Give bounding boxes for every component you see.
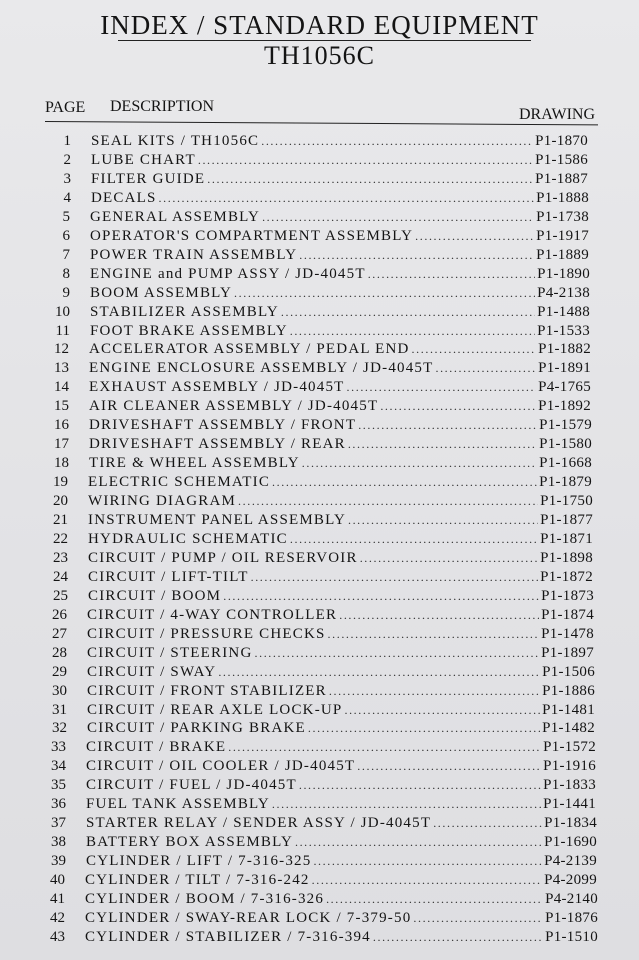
dot-leader [295, 833, 542, 851]
index-row [39, 928, 598, 946]
index-row [45, 132, 588, 150]
drawing-number: P1-1533 [537, 322, 590, 339]
index-row [43, 454, 592, 472]
page-number: 9 [62, 284, 70, 301]
drawing-number: P1-1874 [541, 606, 594, 623]
index-row [41, 682, 595, 700]
page-number: 40 [50, 872, 65, 889]
drawing-number: P1-1482 [542, 720, 595, 737]
page-number: 5 [62, 208, 70, 225]
entry-description: POWER TRAIN ASSEMBLY [90, 246, 298, 263]
dot-leader [373, 928, 543, 946]
entry-description: HYDRAULIC SCHEMATIC [88, 530, 288, 547]
index-row [40, 852, 597, 870]
drawing-number: P4-2099 [544, 872, 597, 889]
drawing-number: P1-1889 [536, 246, 589, 263]
entry-description: DECALS [91, 189, 157, 206]
dot-leader [368, 265, 535, 283]
entry-description: FOOT BRAKE ASSEMBLY [90, 322, 288, 339]
drawing-number: P1-1879 [539, 474, 592, 491]
index-row [44, 303, 590, 321]
entry-description: CIRCUIT / PARKING BRAKE [87, 720, 306, 737]
entry-description: CIRCUIT / OIL COOLER / JD-4045T [86, 758, 356, 775]
column-header-description: DESCRIPTION [110, 98, 215, 115]
drawing-number: P1-1872 [540, 568, 593, 585]
dot-leader [347, 378, 537, 396]
page-number: 18 [54, 455, 69, 472]
entry-description: DRIVESHAFT ASSEMBLY / FRONT [89, 417, 357, 434]
dot-leader [238, 492, 538, 510]
index-row [41, 663, 595, 681]
dot-leader [413, 909, 543, 927]
page-number: 43 [50, 928, 65, 945]
drawing-number: P1-1892 [538, 398, 591, 415]
page-number: 3 [63, 170, 71, 187]
index-row [40, 757, 596, 775]
page-number: 20 [53, 493, 68, 510]
index-row [39, 871, 597, 889]
index-row [41, 606, 594, 624]
entry-description: LUBE CHART [91, 151, 196, 168]
page-number: 19 [53, 474, 68, 491]
dot-leader [313, 852, 542, 870]
entry-description: CIRCUIT / PUMP / OIL RESERVOIR [88, 549, 358, 566]
dot-leader [360, 549, 538, 567]
drawing-number: P1-1882 [538, 341, 591, 358]
model-number: TH1056C [264, 41, 375, 70]
dot-leader [348, 511, 538, 529]
page-title: INDEX / STANDARD EQUIPMENT [100, 10, 539, 40]
page-number: 29 [52, 663, 67, 680]
index-row [42, 530, 593, 548]
index-row [41, 644, 594, 662]
entry-description: CIRCUIT / BOOM [88, 587, 222, 604]
dot-leader [272, 473, 537, 491]
page-number: 25 [53, 587, 68, 604]
page-number: 27 [52, 625, 67, 642]
entry-description: CIRCUIT / PRESSURE CHECKS [87, 625, 326, 642]
page-number: 13 [54, 360, 69, 377]
drawing-number: P1-1886 [542, 682, 595, 699]
dot-leader [412, 340, 537, 358]
entry-description: STABILIZER ASSEMBLY [90, 303, 279, 320]
drawing-number: P1-1750 [540, 493, 593, 510]
dot-leader [302, 454, 537, 472]
drawing-number: P1-1897 [541, 644, 594, 661]
page-number: 11 [55, 322, 70, 339]
dot-leader [262, 208, 534, 226]
page-number: 42 [50, 909, 65, 926]
drawing-number: P1-1916 [543, 758, 596, 775]
index-row [44, 265, 590, 283]
page-number: 36 [51, 796, 66, 813]
drawing-number: P1-1871 [540, 530, 593, 547]
column-header-page: PAGE [45, 99, 86, 116]
page-number: 32 [52, 720, 67, 737]
entry-description: GENERAL ASSEMBLY [90, 208, 261, 225]
page-number: 39 [51, 853, 66, 870]
index-row [43, 416, 592, 434]
dot-leader [357, 757, 541, 775]
drawing-number: P1-1690 [544, 834, 597, 851]
index-row [42, 473, 592, 491]
index-row [39, 890, 598, 908]
index-row [44, 227, 589, 245]
drawing-number: P1-1890 [537, 265, 590, 282]
dot-leader [218, 663, 540, 681]
entry-description: CYLINDER / TILT / 7-316-242 [85, 872, 310, 889]
page-number: 7 [62, 246, 70, 263]
drawing-number: P1-1579 [539, 417, 592, 434]
entry-description: FUEL TANK ASSEMBLY [86, 796, 270, 813]
page-number: 24 [53, 568, 68, 585]
page-number: 1 [63, 133, 71, 149]
entry-description: STARTER RELAY / SENDER ASSY / JD-4045T [86, 815, 432, 832]
index-row [40, 833, 597, 851]
entry-description: CIRCUIT / LIFT-TILT [88, 568, 249, 585]
page-number: 33 [51, 739, 66, 756]
drawing-number: P1-1873 [541, 587, 594, 604]
entry-description: BATTERY BOX ASSEMBLY [86, 834, 293, 851]
entry-description: WIRING DIAGRAM [88, 493, 237, 510]
page-number: 23 [53, 549, 68, 566]
drawing-number: P1-1898 [540, 549, 593, 566]
drawing-number: P1-1478 [541, 625, 594, 642]
entry-description: INSTRUMENT PANEL ASSEMBLY [88, 512, 346, 528]
page-number: 4 [63, 189, 71, 206]
entry-description: ENGINE and PUMP ASSY / JD-4045T [90, 265, 366, 282]
entry-description: FILTER GUIDE [91, 170, 206, 187]
dot-leader [261, 132, 533, 150]
entry-description: TIRE & WHEEL ASSEMBLY [89, 455, 300, 472]
index-row [43, 378, 591, 396]
entry-description: ACCELERATOR ASSEMBLY / PEDAL END [89, 341, 410, 358]
entry-description: CIRCUIT / SWAY [87, 663, 217, 680]
index-row [41, 719, 595, 737]
index-row [45, 151, 588, 169]
entry-description: SEAL KITS / TH1056C [91, 133, 260, 149]
page-number: 41 [50, 891, 65, 907]
drawing-number: P1-1586 [535, 151, 588, 168]
entry-description: OPERATOR'S COMPARTMENT ASSEMBLY [90, 227, 414, 244]
index-row [44, 322, 590, 340]
index-row [43, 340, 591, 358]
index-row [39, 909, 598, 927]
index-row [40, 795, 596, 813]
index-row [45, 170, 588, 188]
entry-description: DRIVESHAFT ASSEMBLY / REAR [89, 436, 346, 453]
drawing-number: P1-1488 [537, 303, 590, 320]
entry-description: CIRCUIT / STEERING [87, 644, 253, 661]
dot-leader [312, 871, 542, 889]
page-number: 2 [63, 151, 71, 168]
entry-description: ENGINE ENCLOSURE ASSEMBLY / JD-4045T [89, 360, 434, 377]
page-number: 35 [51, 777, 66, 794]
page-number: 16 [54, 417, 69, 434]
index-row [41, 701, 595, 719]
page-number: 6 [62, 227, 70, 244]
page-number: 15 [54, 398, 69, 415]
dot-leader [281, 303, 535, 321]
index-row [42, 568, 593, 586]
entry-description: CIRCUIT / REAR AXLE LOCK-UP [87, 701, 343, 718]
entry-description: BOOM ASSEMBLY [90, 284, 233, 301]
drawing-number: P1-1506 [542, 663, 595, 680]
dot-leader [344, 701, 540, 719]
dot-leader [290, 322, 535, 340]
page-number: 38 [51, 834, 66, 851]
drawing-number: P1-1891 [538, 360, 591, 377]
page-number: 30 [52, 682, 67, 699]
page-number: 22 [53, 530, 68, 547]
dot-leader [435, 359, 536, 377]
dot-leader [299, 246, 534, 264]
entry-description: ELECTRIC SCHEMATIC [88, 474, 271, 491]
page-number: 17 [54, 436, 69, 453]
dot-leader [433, 814, 542, 832]
page-number: 14 [54, 379, 69, 396]
drawing-number: P1-1481 [542, 701, 595, 718]
entry-description: AIR CLEANER ASSEMBLY / JD-4045T [89, 398, 379, 415]
page-number: 34 [51, 758, 66, 775]
index-row [43, 397, 591, 415]
dot-leader [328, 625, 540, 643]
dot-leader [223, 587, 539, 605]
drawing-number: P4-2138 [537, 284, 590, 301]
dot-leader [290, 530, 538, 548]
index-row [40, 814, 597, 832]
drawing-number: P1-1876 [545, 909, 598, 926]
index-row [40, 738, 596, 756]
entry-description: EXHAUST ASSEMBLY / JD-4045T [89, 379, 345, 396]
dot-leader [159, 189, 535, 207]
index-row [42, 492, 593, 510]
page-number: 12 [54, 341, 69, 358]
index-row [42, 587, 594, 605]
index-row [40, 776, 596, 794]
entry-description: CYLINDER / STABILIZER / 7-316-394 [85, 928, 371, 945]
dot-leader [198, 151, 533, 169]
page-number: 31 [52, 701, 67, 718]
entry-description: CIRCUIT / 4-WAY CONTROLLER [87, 606, 338, 623]
dot-leader [348, 435, 537, 453]
page-number: 28 [52, 644, 67, 661]
entry-description: CYLINDER / SWAY-REAR LOCK / 7-379-50 [85, 909, 412, 926]
dot-leader [339, 606, 539, 624]
index-row [43, 359, 591, 377]
index-row [41, 625, 594, 643]
dot-leader [207, 170, 533, 188]
index-row [43, 435, 592, 453]
drawing-number: P1-1877 [540, 512, 593, 528]
drawing-number: P1-1510 [545, 928, 598, 945]
entry-description: CYLINDER / BOOM / 7-316-326 [85, 891, 325, 907]
index-row [42, 549, 593, 567]
dot-leader [234, 284, 535, 302]
page-number: 8 [62, 265, 70, 282]
page-number: 26 [52, 606, 67, 623]
entry-description: CIRCUIT / FRONT STABILIZER [87, 682, 327, 699]
drawing-number: P1-1738 [536, 208, 589, 225]
entry-description: CIRCUIT / BRAKE [86, 739, 227, 756]
drawing-number: P1-1572 [543, 739, 596, 756]
dot-leader [272, 795, 541, 813]
dot-leader [358, 416, 537, 434]
index-row [44, 246, 589, 264]
index-row [44, 208, 589, 226]
drawing-number: P4-2140 [545, 891, 598, 907]
page-number: 21 [53, 512, 68, 528]
page-number: 37 [51, 815, 66, 832]
column-header-drawing: DRAWING [519, 106, 596, 123]
entry-description: CIRCUIT / FUEL / JD-4045T [86, 777, 297, 794]
drawing-number: P1-1917 [536, 227, 589, 244]
drawing-number: P1-1441 [543, 796, 596, 813]
drawing-number: P1-1870 [535, 133, 588, 149]
dot-leader [228, 738, 541, 756]
dot-leader [308, 719, 540, 737]
dot-leader [255, 644, 540, 662]
entry-description: CYLINDER / LIFT / 7-316-325 [86, 853, 312, 870]
dot-leader [380, 397, 536, 415]
drawing-number: P1-1887 [535, 170, 588, 187]
dot-leader [251, 568, 538, 586]
drawing-number: P1-1834 [544, 815, 597, 832]
dot-leader [326, 890, 543, 908]
index-row [42, 511, 593, 529]
dot-leader [299, 776, 541, 794]
drawing-number: P1-1668 [539, 455, 592, 472]
dot-leader [329, 682, 540, 700]
page-number: 10 [55, 303, 70, 320]
drawing-number: P1-1888 [536, 189, 589, 206]
drawing-number: P1-1833 [543, 777, 596, 794]
drawing-number: P1-1580 [539, 436, 592, 453]
index-row [44, 284, 590, 302]
dot-leader [415, 227, 534, 245]
drawing-number: P4-2139 [544, 853, 597, 870]
drawing-number: P4-1765 [538, 379, 591, 396]
index-row [45, 189, 589, 207]
